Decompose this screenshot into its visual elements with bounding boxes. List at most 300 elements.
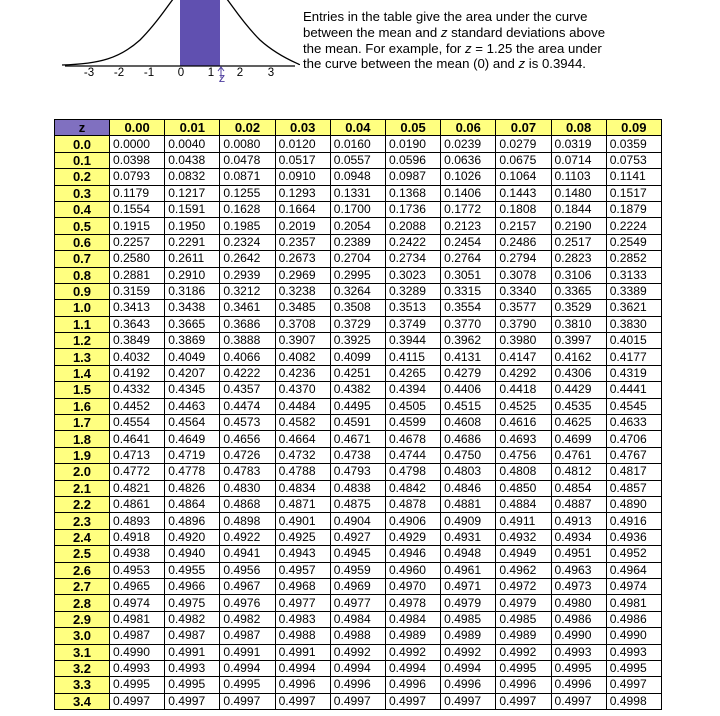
row-header-z: 3.0 [55,628,110,644]
table-row [55,677,662,693]
table-cell: 0.4798 [385,464,440,480]
table-cell: 0.0910 [275,169,330,185]
table-row [55,660,662,676]
table-cell: 0.4875 [330,496,385,512]
table-cell: 0.3643 [110,316,165,332]
table-cell: 0.4901 [275,513,330,529]
column-header: 0.02 [220,120,275,136]
table-cell: 0.4920 [165,529,220,545]
table-row [55,644,662,660]
table-cell: 0.4896 [165,513,220,529]
table-cell: 0.4995 [551,660,606,676]
table-cell: 0.4649 [165,431,220,447]
table-cell: 0.4995 [165,677,220,693]
row-header-z: 0.0 [55,136,110,152]
table-cell: 0.2157 [496,218,551,234]
table-row [55,578,662,594]
table-cell: 0.4582 [275,415,330,431]
table-cell: 0.4993 [165,660,220,676]
table-cell: 0.1064 [496,169,551,185]
table-cell: 0.3554 [441,300,496,316]
table-row [55,546,662,562]
table-cell: 0.4162 [551,349,606,365]
table-cell: 0.4265 [385,365,440,381]
table-row [55,283,662,299]
table-cell: 0.1179 [110,185,165,201]
table-cell: 0.1368 [385,185,440,201]
table-cell: 0.4997 [606,677,661,693]
table-cell: 0.4988 [330,628,385,644]
table-cell: 0.2794 [496,251,551,267]
table-cell: 0.2764 [441,251,496,267]
table-cell: 0.4945 [330,546,385,562]
table-cell: 0.4608 [441,415,496,431]
table-cell: 0.4948 [441,546,496,562]
table-cell: 0.0675 [496,152,551,168]
tick-neg2: -2 [113,67,125,79]
table-cell: 0.3925 [330,333,385,349]
table-row [55,234,662,250]
table-cell: 0.4147 [496,349,551,365]
table-row [55,447,662,463]
caption-line-2b: standard deviations above [447,24,606,40]
table-cell: 0.2454 [441,234,496,250]
row-header-z: 2.9 [55,611,110,627]
table-cell: 0.1293 [275,185,330,201]
table-cell: 0.4713 [110,447,165,463]
table-cell: 0.3485 [275,300,330,316]
table-cell: 0.4890 [606,496,661,512]
table-row [55,496,662,512]
table-cell: 0.4115 [385,349,440,365]
table-cell: 0.4981 [606,595,661,611]
row-header-z: 1.8 [55,431,110,447]
table-cell: 0.2642 [220,251,275,267]
row-header-z: 0.7 [55,251,110,267]
table-cell: 0.3907 [275,333,330,349]
table-cell: 0.4962 [496,562,551,578]
table-cell: 0.4664 [275,431,330,447]
table-cell: 0.4515 [441,398,496,414]
table-cell: 0.4949 [496,546,551,562]
row-header-z: 0.5 [55,218,110,234]
table-cell: 0.1554 [110,201,165,217]
z-marker-label: z [218,70,226,85]
table-cell: 0.4887 [551,496,606,512]
table-cell: 0.4357 [220,382,275,398]
table-cell: 0.4964 [606,562,661,578]
table-cell: 0.0398 [110,152,165,168]
tick-1: 1 [207,67,215,79]
table-cell: 0.4767 [606,447,661,463]
table-cell: 0.4906 [385,513,440,529]
tick-2: 2 [236,67,244,79]
table-row [55,513,662,529]
table-row [55,300,662,316]
table-cell: 0.4996 [385,677,440,693]
table-cell: 0.0080 [220,136,275,152]
table-cell: 0.4963 [551,562,606,578]
table-cell: 0.3389 [606,283,661,299]
table-cell: 0.4756 [496,447,551,463]
table-cell: 0.2019 [275,218,330,234]
tick-3: 3 [267,67,275,79]
table-cell: 0.2389 [330,234,385,250]
table-cell: 0.4980 [551,595,606,611]
table-cell: 0.4222 [220,365,275,381]
table-cell: 0.4994 [441,660,496,676]
table-cell: 0.4929 [385,529,440,545]
table-cell: 0.4564 [165,415,220,431]
row-header-z: 3.4 [55,693,110,709]
table-cell: 0.3186 [165,283,220,299]
table-cell: 0.4495 [330,398,385,414]
shaded-area [180,0,220,66]
table-cell: 0.1103 [551,169,606,185]
caption-z: z [465,40,472,56]
table-cell: 0.0832 [165,169,220,185]
table-cell: 0.4591 [330,415,385,431]
table-cell: 0.4279 [441,365,496,381]
table-cell: 0.4452 [110,398,165,414]
table-cell: 0.4979 [441,595,496,611]
row-header-z: 0.3 [55,185,110,201]
table-cell: 0.3461 [220,300,275,316]
caption [303,9,703,72]
table-cell: 0.2357 [275,234,330,250]
table-cell: 0.2517 [551,234,606,250]
tick-neg1: -1 [143,67,155,79]
table-cell: 0.4934 [551,529,606,545]
table-cell: 0.0948 [330,169,385,185]
table-cell: 0.4525 [496,398,551,414]
table-cell: 0.4904 [330,513,385,529]
table-cell: 0.4049 [165,349,220,365]
row-header-z: 3.1 [55,644,110,660]
table-cell: 0.4992 [385,644,440,660]
table-cell: 0.4616 [496,415,551,431]
table-cell: 0.4177 [606,349,661,365]
table-cell: 0.4909 [441,513,496,529]
row-header-z: 2.5 [55,546,110,562]
table-cell: 0.2611 [165,251,220,267]
table-cell: 0.4573 [220,415,275,431]
table-cell: 0.4987 [165,628,220,644]
table-cell: 0.3289 [385,283,440,299]
table-cell: 0.4986 [551,611,606,627]
table-cell: 0.2190 [551,218,606,234]
row-header-z: 0.8 [55,267,110,283]
table-cell: 0.3133 [606,267,661,283]
table-cell: 0.3513 [385,300,440,316]
table-row [55,529,662,545]
table-cell: 0.1736 [385,201,440,217]
table-cell: 0.4370 [275,382,330,398]
table-cell: 0.4996 [275,677,330,693]
table-cell: 0.4846 [441,480,496,496]
table-cell: 0.4997 [165,693,220,709]
row-header-z: 1.0 [55,300,110,316]
table-cell: 0.2969 [275,267,330,283]
caption-z: z [440,24,448,40]
table-cell: 0.4706 [606,431,661,447]
row-header-z: 1.2 [55,333,110,349]
row-header-z: 1.9 [55,447,110,463]
table-cell: 0.0000 [110,136,165,152]
row-header-z: 1.3 [55,349,110,365]
table-cell: 0.4978 [385,595,440,611]
table-cell: 0.4292 [496,365,551,381]
table-cell: 0.4726 [220,447,275,463]
table-cell: 0.0793 [110,169,165,185]
caption-line-4a: the curve between the mean (0) and [303,56,519,72]
table-cell: 0.4992 [330,644,385,660]
table-row [55,628,662,644]
table-cell: 0.4656 [220,431,275,447]
table-cell: 0.4994 [330,660,385,676]
table-cell: 0.2852 [606,251,661,267]
table-cell: 0.1808 [496,201,551,217]
table-cell: 0.4971 [441,578,496,594]
row-header-z: 0.1 [55,152,110,168]
table-cell: 0.4032 [110,349,165,365]
table-cell: 0.3159 [110,283,165,299]
table-cell: 0.4961 [441,562,496,578]
table-cell: 0.4993 [551,644,606,660]
table-cell: 0.1879 [606,201,661,217]
row-header-z: 0.2 [55,169,110,185]
table-cell: 0.4932 [496,529,551,545]
table-cell: 0.4505 [385,398,440,414]
table-cell: 0.4995 [110,677,165,693]
table-row [55,136,662,152]
table-cell: 0.1628 [220,201,275,217]
table-cell: 0.4418 [496,382,551,398]
table-cell: 0.1217 [165,185,220,201]
table-cell: 0.3790 [496,316,551,332]
table-cell: 0.1331 [330,185,385,201]
table-cell: 0.2823 [551,251,606,267]
table-cell: 0.4996 [551,677,606,693]
table-cell: 0.4738 [330,447,385,463]
row-header-z: 0.4 [55,201,110,217]
row-header-z: 2.3 [55,513,110,529]
table-row [55,382,662,398]
table-cell: 0.4973 [551,578,606,594]
table-cell: 0.4817 [606,464,661,480]
table-cell: 0.4834 [275,480,330,496]
table-cell: 0.4066 [220,349,275,365]
table-cell: 0.4974 [606,578,661,594]
table-cell: 0.0517 [275,152,330,168]
table-row [55,595,662,611]
row-header-z: 3.2 [55,660,110,676]
caption-line-1: Entries in the table give the area under the curve [303,9,588,24]
table-cell: 0.1443 [496,185,551,201]
table-cell: 0.1985 [220,218,275,234]
table-cell: 0.4938 [110,546,165,562]
table-cell: 0.4545 [606,398,661,414]
table-cell: 0.3078 [496,267,551,283]
table-cell: 0.4750 [441,447,496,463]
caption-line-3b: = 1.25 the area under [471,40,602,56]
row-header-z: 0.6 [55,234,110,250]
row-header-z: 1.5 [55,382,110,398]
table-cell: 0.2995 [330,267,385,283]
table-cell: 0.3315 [441,283,496,299]
table-cell: 0.4956 [220,562,275,578]
table-cell: 0.2291 [165,234,220,250]
table-cell: 0.4803 [441,464,496,480]
table-cell: 0.2734 [385,251,440,267]
table-cell: 0.4099 [330,349,385,365]
table-cell: 0.4997 [551,693,606,709]
table-cell: 0.4913 [551,513,606,529]
table-cell: 0.4761 [551,447,606,463]
table-cell: 0.4977 [330,595,385,611]
row-header-z: 1.6 [55,398,110,414]
table-cell: 0.3340 [496,283,551,299]
table-row [55,398,662,414]
table-cell: 0.0160 [330,136,385,152]
table-cell: 0.4940 [165,546,220,562]
table-cell: 0.4474 [220,398,275,414]
row-header-z: 2.8 [55,595,110,611]
table-cell: 0.4946 [385,546,440,562]
table-cell: 0.4990 [606,628,661,644]
column-header: 0.07 [496,120,551,136]
table-row [55,693,662,709]
table-cell: 0.4989 [496,628,551,644]
table-cell: 0.4015 [606,333,661,349]
table-cell: 0.0987 [385,169,440,185]
table-cell: 0.4994 [385,660,440,676]
table-cell: 0.4625 [551,415,606,431]
tick-neg3: -3 [83,67,95,79]
table-cell: 0.0478 [220,152,275,168]
table-row [55,251,662,267]
table-cell: 0.3810 [551,316,606,332]
table-cell: 0.4995 [606,660,661,676]
table-cell: 0.2324 [220,234,275,250]
table-cell: 0.4382 [330,382,385,398]
table-cell: 0.4884 [496,496,551,512]
normal-curve-figure [60,0,300,100]
table-cell: 0.4394 [385,382,440,398]
table-cell: 0.4995 [496,660,551,676]
table-cell: 0.4975 [165,595,220,611]
table-cell: 0.2422 [385,234,440,250]
table-row [55,333,662,349]
table-cell: 0.3438 [165,300,220,316]
table-cell: 0.4686 [441,431,496,447]
table-cell: 0.4633 [606,415,661,431]
table-cell: 0.4857 [606,480,661,496]
table-cell: 0.0319 [551,136,606,152]
table-cell: 0.0239 [441,136,496,152]
row-header-z: 1.1 [55,316,110,332]
row-header-z: 2.7 [55,578,110,594]
table-cell: 0.4959 [330,562,385,578]
table-row [55,365,662,381]
table-cell: 0.4732 [275,447,330,463]
table-cell: 0.4972 [496,578,551,594]
row-header-z: 2.1 [55,480,110,496]
table-cell: 0.4992 [441,644,496,660]
table-cell: 0.0753 [606,152,661,168]
table-cell: 0.4864 [165,496,220,512]
table-cell: 0.4936 [606,529,661,545]
table-cell: 0.1255 [220,185,275,201]
table-cell: 0.3577 [496,300,551,316]
table-cell: 0.4898 [220,513,275,529]
table-cell: 0.4772 [110,464,165,480]
table-cell: 0.4931 [441,529,496,545]
column-header: 0.00 [110,120,165,136]
table-cell: 0.4985 [496,611,551,627]
table-row [55,218,662,234]
table-cell: 0.4987 [110,628,165,644]
table-cell: 0.3264 [330,283,385,299]
row-header-z: 2.4 [55,529,110,545]
table-cell: 0.4641 [110,431,165,447]
header-row [55,120,662,136]
table-cell: 0.4984 [330,611,385,627]
table-cell: 0.4941 [220,546,275,562]
table-cell: 0.4678 [385,431,440,447]
table-cell: 0.4207 [165,365,220,381]
table-cell: 0.2549 [606,234,661,250]
table-cell: 0.4993 [110,660,165,676]
table-cell: 0.4989 [441,628,496,644]
table-row [55,349,662,365]
table-cell: 0.4554 [110,415,165,431]
row-header-z: 2.6 [55,562,110,578]
table-cell: 0.4251 [330,365,385,381]
table-cell: 0.0438 [165,152,220,168]
table-cell: 0.4984 [385,611,440,627]
table-row [55,415,662,431]
table-cell: 0.3944 [385,333,440,349]
table-row [55,267,662,283]
column-header: 0.06 [441,120,496,136]
table-cell: 0.4871 [275,496,330,512]
column-header: 0.05 [385,120,440,136]
table-cell: 0.4967 [220,578,275,594]
table-cell: 0.4996 [496,677,551,693]
table-cell: 0.4997 [275,693,330,709]
z-table [54,119,662,710]
column-header: 0.01 [165,120,220,136]
table-cell: 0.1026 [441,169,496,185]
table-cell: 0.4484 [275,398,330,414]
table-cell: 0.4699 [551,431,606,447]
table-cell: 0.4693 [496,431,551,447]
table-cell: 0.4821 [110,480,165,496]
table-cell: 0.4345 [165,382,220,398]
row-header-z: 2.2 [55,496,110,512]
table-cell: 0.4925 [275,529,330,545]
table-cell: 0.2088 [385,218,440,234]
table-cell: 0.4982 [220,611,275,627]
table-cell: 0.4982 [165,611,220,627]
table-cell: 0.3849 [110,333,165,349]
table-cell: 0.4968 [275,578,330,594]
table-cell: 0.2054 [330,218,385,234]
table-cell: 0.4986 [606,611,661,627]
table-cell: 0.3997 [551,333,606,349]
table-cell: 0.3770 [441,316,496,332]
